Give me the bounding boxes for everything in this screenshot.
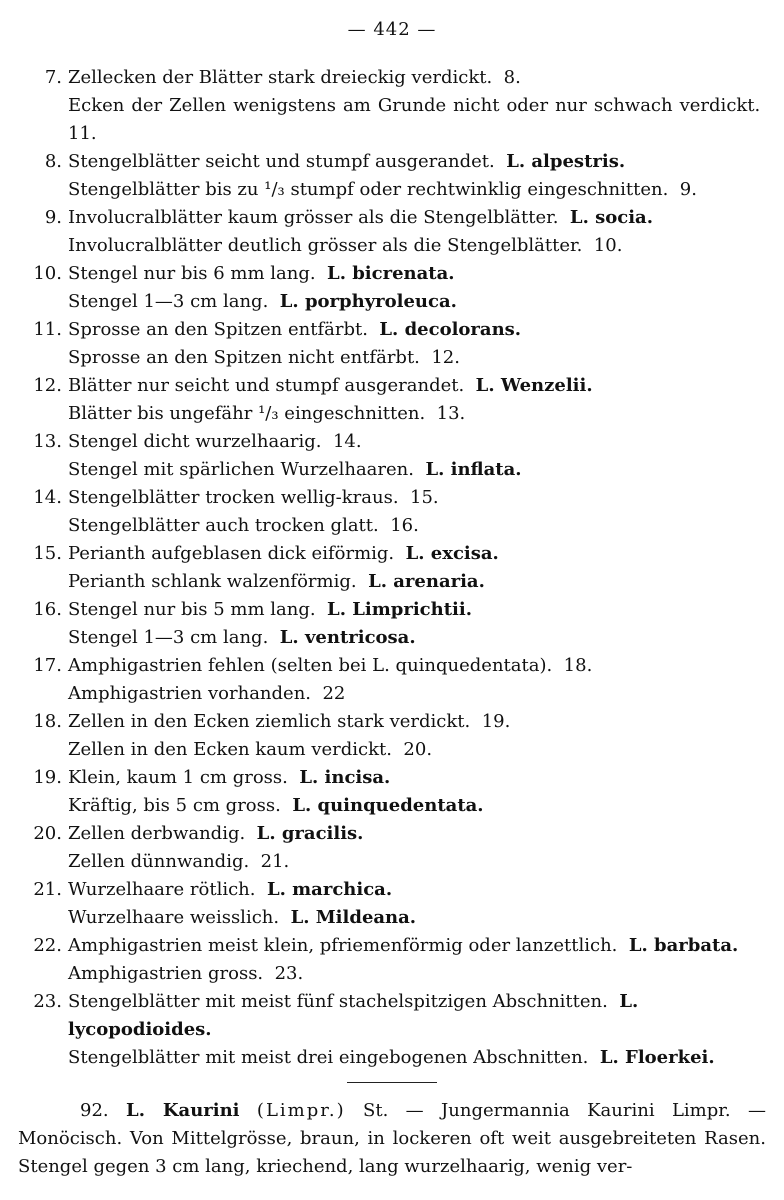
couplet-number: 8. <box>44 151 62 172</box>
key-couplet <box>18 596 766 652</box>
taxon-name: L. lycopodioides. <box>68 991 639 1040</box>
key-couplet <box>18 932 766 988</box>
taxon-name: L. porphyroleuca. <box>279 291 457 312</box>
key-couplet <box>18 708 766 764</box>
species-entry <box>18 1097 766 1181</box>
lead-text: Amphigastrien meist klein, pfriemenförmig oder lanzettlich. <box>68 935 618 956</box>
lead-text: Klein, kaum 1 cm gross. <box>68 767 288 788</box>
taxon-name: L. incisa. <box>299 767 391 788</box>
lead-text: Stengel nur bis 5 mm lang. <box>68 599 316 620</box>
key-lead <box>68 176 766 204</box>
taxon-name: L. bicrenata. <box>327 263 455 284</box>
lead-text: Perianth schlank walzenförmig. <box>68 571 357 592</box>
key-lead <box>68 64 766 92</box>
lead-text: Stengelblätter bis zu ¹/₃ stumpf oder rechtwinklig eingeschnitten. <box>68 179 669 200</box>
lead-text: Kräftig, bis 5 cm gross. <box>68 795 281 816</box>
lead-reference: 19. <box>481 711 511 732</box>
key-lead <box>68 792 766 820</box>
lead-reference: 16. <box>390 515 419 536</box>
key-couplet <box>18 204 766 260</box>
lead-text: Perianth aufgeblasen dick eiförmig. <box>68 543 395 564</box>
couplet-lines <box>68 876 766 932</box>
lead-reference: 9. <box>679 179 697 200</box>
taxon-name: L. Mildeana. <box>290 907 417 928</box>
couplet-lines <box>68 260 766 316</box>
key-lead <box>68 540 766 568</box>
couplet-lines <box>68 708 766 764</box>
lead-reference: 20. <box>403 739 433 760</box>
key-lead <box>68 344 766 372</box>
taxon-name: L. ventricosa. <box>279 627 416 648</box>
key-couplet <box>18 64 766 148</box>
lead-text: Amphigastrien vorhanden. <box>68 683 312 704</box>
entry-author: (Limpr.) <box>256 1100 346 1121</box>
entry-text: St. — Jungermannia Kaurini Limpr. — Monöcisch. Von Mittelgrösse, braun, in lockeren oft weit ausgebreiteten Rasen. Stengel gegen 3 cm lang, kriechend, lang wurzelhaarig, wenig ver- <box>18 1100 766 1177</box>
entry-taxon-name: L. Kaurini <box>126 1100 240 1121</box>
lead-text: Zellen in den Ecken kaum verdickt. <box>68 739 392 760</box>
key-couplet <box>18 372 766 428</box>
taxon-name: L. alpestris. <box>506 151 626 172</box>
lead-reference: 12. <box>431 347 460 368</box>
couplet-number: 15. <box>33 543 62 564</box>
taxon-name: L. quinquedentata. <box>292 795 484 816</box>
lead-text: Stengelblätter seicht und stumpf ausgerandet. <box>68 151 495 172</box>
taxon-name: L. socia. <box>569 207 653 228</box>
taxon-name: L. arenaria. <box>368 571 485 592</box>
lead-reference: 11. <box>68 123 97 144</box>
taxon-name: L. decolorans. <box>379 319 522 340</box>
key-lead <box>68 652 766 680</box>
lead-text: Stengel 1—3 cm lang. <box>68 627 269 648</box>
taxon-name: L. Floerkei. <box>599 1047 715 1068</box>
key-lead <box>68 988 766 1044</box>
couplet-lines <box>68 988 766 1072</box>
key-lead <box>68 456 766 484</box>
key-couplet <box>18 484 766 540</box>
couplet-lines <box>68 652 766 708</box>
key-lead <box>68 596 766 624</box>
lead-reference: 14. <box>332 431 362 452</box>
lead-text: Zellen dünnwandig. <box>68 851 250 872</box>
couplet-number: 11. <box>33 319 62 340</box>
couplet-number: 12. <box>33 375 62 396</box>
couplet-lines <box>68 596 766 652</box>
couplet-lines <box>68 316 766 372</box>
couplet-number: 21. <box>33 879 62 900</box>
couplet-number: 19. <box>33 767 62 788</box>
key-lead <box>68 820 766 848</box>
lead-text: Zellen in den Ecken ziemlich stark verdickt. <box>68 711 471 732</box>
key-lead <box>68 932 766 960</box>
key-couplet <box>18 764 766 820</box>
taxon-name: L. Wenzelii. <box>475 375 593 396</box>
key-couplet <box>18 820 766 876</box>
lead-text: Zellen derbwandig. <box>68 823 246 844</box>
lead-text: Stengelblätter mit meist drei eingebogenen Abschnitten. <box>68 1047 589 1068</box>
couplet-lines <box>68 932 766 988</box>
couplet-lines <box>68 372 766 428</box>
lead-text: Stengelblätter mit meist fünf stachelspitzigen Abschnitten. <box>68 991 608 1012</box>
lead-text: Blätter bis ungefähr ¹/₃ eingeschnitten. <box>68 403 426 424</box>
lead-text: Amphigastrien fehlen (selten bei L. quinquedentata). <box>68 655 553 676</box>
couplet-number: 14. <box>33 487 62 508</box>
lead-reference: 10. <box>593 235 623 256</box>
lead-reference: 15. <box>410 487 439 508</box>
lead-reference: 18. <box>563 655 593 676</box>
lead-text: Wurzelhaare rötlich. <box>68 879 256 900</box>
couplet-lines <box>68 484 766 540</box>
lead-text: Stengel 1—3 cm lang. <box>68 291 269 312</box>
key-lead <box>68 960 766 988</box>
lead-text: Wurzelhaare weisslich. <box>68 907 280 928</box>
taxon-name: L. gracilis. <box>256 823 364 844</box>
taxon-name: L. Limprichtii. <box>327 599 472 620</box>
lead-reference: 8. <box>503 67 521 88</box>
taxon-name: L. inflata. <box>425 459 522 480</box>
entry-number: 92. <box>80 1100 109 1121</box>
key-couplet <box>18 148 766 204</box>
key-lead <box>68 232 766 260</box>
key-lead <box>68 316 766 344</box>
couplet-lines <box>68 428 766 484</box>
page-number: — 442 — <box>347 19 437 40</box>
lead-text: Stengel dicht wurzelhaarig. <box>68 431 322 452</box>
key-couplet <box>18 428 766 484</box>
couplet-number: 10. <box>33 263 62 284</box>
key-lead <box>68 372 766 400</box>
couplet-number: 16. <box>33 599 62 620</box>
lead-text: Blätter nur seicht und stumpf ausgerandet. <box>68 375 465 396</box>
couplet-number: 18. <box>33 711 62 732</box>
couplet-number: 7. <box>44 67 62 88</box>
lead-text: Involucralblätter deutlich grösser als die Stengelblätter. <box>68 235 583 256</box>
key-couplet <box>18 316 766 372</box>
identification-key <box>18 64 766 1072</box>
couplet-lines <box>68 764 766 820</box>
lead-text: Stengelblätter trocken wellig-kraus. <box>68 487 399 508</box>
key-lead <box>68 624 766 652</box>
key-lead <box>68 848 766 876</box>
lead-text: Ecken der Zellen wenigstens am Grunde nicht oder nur schwach verdickt. <box>68 95 761 116</box>
couplet-lines <box>68 64 766 148</box>
key-lead <box>68 288 766 316</box>
key-lead <box>68 400 766 428</box>
key-lead <box>68 512 766 540</box>
key-lead <box>68 92 766 148</box>
key-couplet <box>18 540 766 596</box>
lead-text: Sprosse an den Spitzen nicht entfärbt. <box>68 347 420 368</box>
lead-text: Zellecken der Blätter stark dreieckig verdickt. <box>68 67 493 88</box>
lead-reference: 22 <box>322 683 346 704</box>
couplet-lines <box>68 148 766 204</box>
section-divider <box>347 1082 437 1083</box>
taxon-name: L. marchica. <box>266 879 393 900</box>
couplet-number: 17. <box>33 655 62 676</box>
key-couplet <box>18 652 766 708</box>
lead-text: Involucralblätter kaum grösser als die Stengelblätter. <box>68 207 559 228</box>
lead-reference: 21. <box>260 851 290 872</box>
key-lead <box>68 708 766 736</box>
key-couplet <box>18 876 766 932</box>
key-lead <box>68 736 766 764</box>
key-lead <box>68 428 766 456</box>
key-lead <box>68 148 766 176</box>
taxon-name: L. barbata. <box>628 935 739 956</box>
key-lead <box>68 764 766 792</box>
lead-reference: 13. <box>436 403 466 424</box>
couplet-number: 22. <box>33 935 62 956</box>
couplet-number: 13. <box>33 431 62 452</box>
couplet-lines <box>68 204 766 260</box>
couplet-number: 20. <box>33 823 62 844</box>
key-couplet <box>18 260 766 316</box>
lead-text: Stengel mit spärlichen Wurzelhaaren. <box>68 459 414 480</box>
lead-text: Amphigastrien gross. <box>68 963 264 984</box>
key-lead <box>68 568 766 596</box>
lead-reference: 23. <box>274 963 304 984</box>
key-couplet <box>18 988 766 1072</box>
couplet-lines <box>68 820 766 876</box>
key-lead <box>68 204 766 232</box>
lead-text: Stengelblätter auch trocken glatt. <box>68 515 379 536</box>
key-lead <box>68 260 766 288</box>
key-lead <box>68 680 766 708</box>
couplet-lines <box>68 540 766 596</box>
lead-text: Sprosse an den Spitzen entfärbt. <box>68 319 368 340</box>
key-lead <box>68 904 766 932</box>
key-lead <box>68 484 766 512</box>
couplet-number: 23. <box>33 991 62 1012</box>
couplet-number: 9. <box>44 207 62 228</box>
key-lead <box>68 876 766 904</box>
key-lead <box>68 1044 766 1072</box>
lead-text: Stengel nur bis 6 mm lang. <box>68 263 316 284</box>
taxon-name: L. excisa. <box>405 543 499 564</box>
